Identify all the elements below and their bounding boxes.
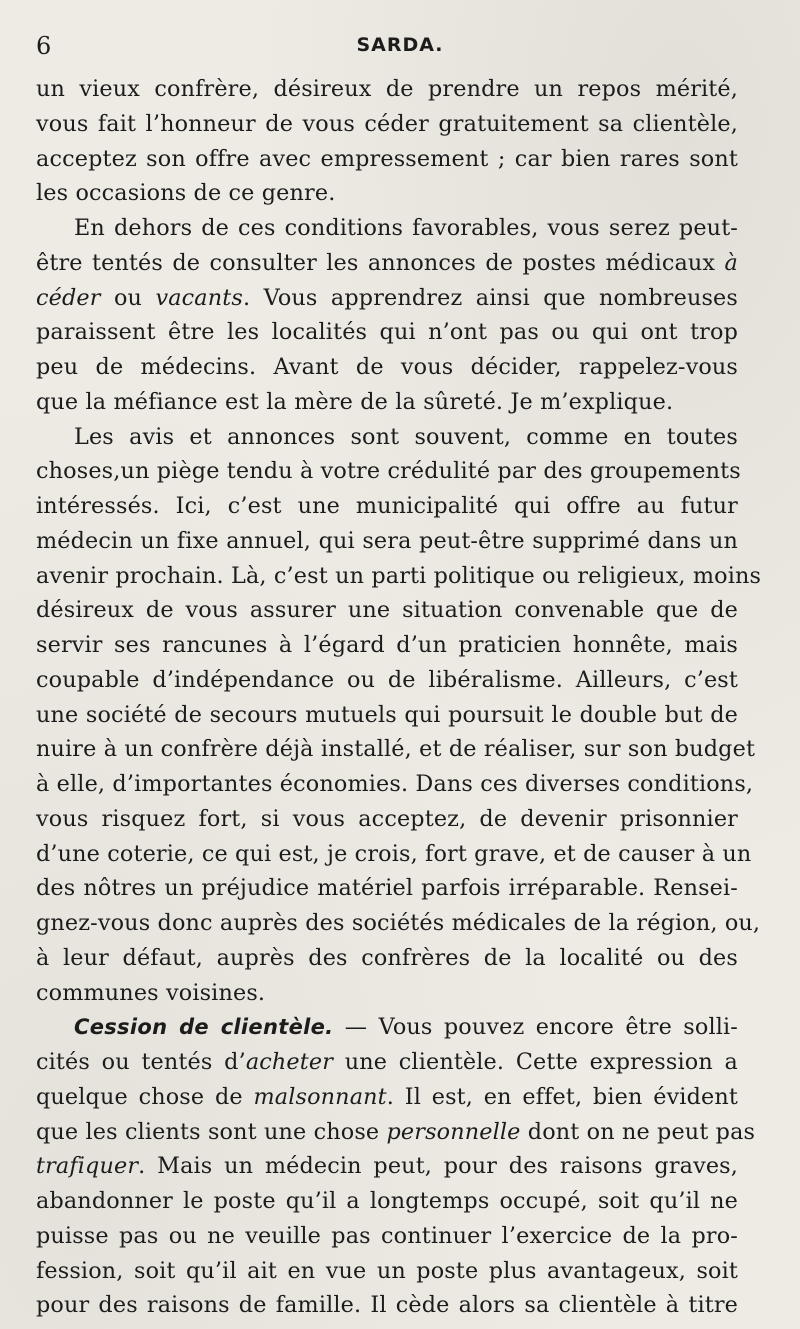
text-line xyxy=(36,593,738,628)
text-line xyxy=(36,1115,756,1150)
text-segment: désireux de vous assurer une situation convenable que de xyxy=(36,597,738,624)
text-segment: fession, soit qu’il ait en vue un poste plus avantageux, soit xyxy=(36,1257,738,1284)
text-line xyxy=(36,941,738,976)
text-segment: ou xyxy=(100,284,156,311)
text-line xyxy=(36,1219,738,1254)
text-segment: vacants xyxy=(155,284,243,311)
page-header xyxy=(36,28,764,64)
text-segment: à xyxy=(724,249,738,276)
text-segment: personnelle xyxy=(386,1118,521,1145)
text-line xyxy=(36,871,738,906)
text-segment: une société de secours mutuels qui poursuit le double but de xyxy=(36,701,738,728)
text-line xyxy=(36,1288,738,1323)
text-segment: nuire à un confrère déjà installé, et de réaliser, sur son budget xyxy=(36,736,756,763)
text-line xyxy=(36,559,762,594)
text-segment: choses,un piège tendu à votre crédulité par des groupements xyxy=(36,458,741,485)
text-segment: une clientèle. Cette expression a xyxy=(333,1049,738,1075)
text-line xyxy=(36,385,738,420)
text-segment: puisse pas ou ne veuille pas continuer l’exercice de la pro- xyxy=(36,1222,738,1249)
text-segment: à elle, d’importantes économies. Dans ces diverses conditions, xyxy=(36,771,754,797)
text-segment: . Mais un médecin peut, pour des raisons graves, xyxy=(138,1153,738,1180)
text-line xyxy=(36,315,738,350)
text-line xyxy=(36,732,756,767)
text-line xyxy=(36,524,738,559)
text-segment: à leur défaut, auprès des confrères de la localité ou des xyxy=(36,944,738,971)
text-line xyxy=(36,142,738,177)
text-segment: cités ou tentés d’ xyxy=(36,1049,246,1075)
text-line xyxy=(36,906,761,941)
text-segment: céder xyxy=(36,284,101,311)
text-segment: gnez-vous donc auprès des sociétés médicales de la région, ou, xyxy=(36,910,761,936)
text-segment: trafiquer xyxy=(36,1153,139,1180)
text-segment: . Il est, en effet, bien évident xyxy=(386,1083,738,1110)
text-segment: être tentés de consulter les annonces de postes médicaux xyxy=(36,249,725,276)
text-line xyxy=(36,211,738,246)
text-line xyxy=(36,698,738,733)
text-segment: servir ses rancunes à l’égard d’un praticien honnête, mais xyxy=(36,632,738,658)
text-segment: communes voisines. xyxy=(36,979,266,1006)
text-segment: dont on ne peut pas xyxy=(520,1118,756,1145)
text-segment: — Vous pouvez encore être solli- xyxy=(333,1014,738,1041)
text-segment: acceptez son offre avec empressement ; car bien rares sont xyxy=(36,145,738,172)
text-line xyxy=(36,281,738,316)
text-line xyxy=(36,1184,738,1219)
text-line xyxy=(36,1045,738,1080)
text-line xyxy=(36,107,738,142)
text-line xyxy=(36,72,738,107)
text-line xyxy=(36,837,752,872)
text-segment: un vieux confrère, désireux de prendre un repos mérité, xyxy=(36,76,738,102)
text-line xyxy=(36,246,738,281)
text-line xyxy=(36,628,738,663)
text-segment: que la méfiance est la mère de la sûreté. Je m’explique. xyxy=(36,388,674,415)
text-line xyxy=(36,420,738,455)
text-line xyxy=(36,1149,738,1184)
text-segment: peu de médecins. Avant de vous décider, rappelez-vous xyxy=(36,354,738,380)
text-line xyxy=(36,489,738,524)
text-segment: d’une coterie, ce qui est, je crois, fort grave, et de causer à un xyxy=(36,840,752,867)
text-segment: En dehors de ces conditions favorables, vous serez peut- xyxy=(74,215,738,241)
section-heading: Cession de clientèle. xyxy=(74,1015,334,1040)
text-segment: avenir prochain. Là, c’est un parti politique ou religieux, moins xyxy=(36,562,762,589)
text-segment: médecin un fixe annuel, qui sera peut-être supprimé dans un xyxy=(36,527,738,554)
text-line xyxy=(36,663,738,698)
text-segment: vous risquez fort, si vous acceptez, de devenir prisonnier xyxy=(36,805,738,832)
text-segment: vous fait l’honneur de vous céder gratuitement sa clientèle, xyxy=(36,110,738,137)
text-segment: acheter xyxy=(245,1049,334,1075)
text-segment: . Vous apprendrez ainsi que nombreuses xyxy=(242,284,738,311)
text-segment: les occasions de ce genre. xyxy=(36,180,336,207)
text-segment: intéressés. Ici, c’est une municipalité qui offre au futur xyxy=(36,493,738,519)
text-line xyxy=(36,454,741,489)
text-line xyxy=(36,1010,738,1045)
body-text xyxy=(36,72,762,1323)
text-line xyxy=(36,1080,738,1115)
text-line xyxy=(36,1254,738,1289)
text-segment: paraissent être les localités qui n’ont pas ou qui ont trop xyxy=(36,319,738,346)
text-segment: que les clients sont une chose xyxy=(36,1118,387,1145)
text-line xyxy=(36,767,754,802)
page-number: 6 xyxy=(36,32,52,60)
text-segment: pour des raisons de famille. Il cède alors sa clientèle à titre xyxy=(36,1292,738,1319)
text-segment: Les avis et annonces sont souvent, comme en toutes xyxy=(74,423,738,450)
text-line xyxy=(36,350,738,385)
text-segment: malsonnant xyxy=(253,1083,387,1110)
running-title: SARDA. xyxy=(356,34,444,56)
text-line xyxy=(36,976,738,1011)
text-segment: abandonner le poste qu’il a longtemps occupé, soit qu’il ne xyxy=(36,1188,738,1214)
text-segment: des nôtres un préjudice matériel parfois irréparable. Rensei- xyxy=(36,875,738,902)
text-segment: coupable d’indépendance ou de libéralisme. Ailleurs, c’est xyxy=(36,666,738,693)
text-segment: quelque chose de xyxy=(36,1083,254,1110)
text-line xyxy=(36,802,738,837)
text-line xyxy=(36,176,738,211)
